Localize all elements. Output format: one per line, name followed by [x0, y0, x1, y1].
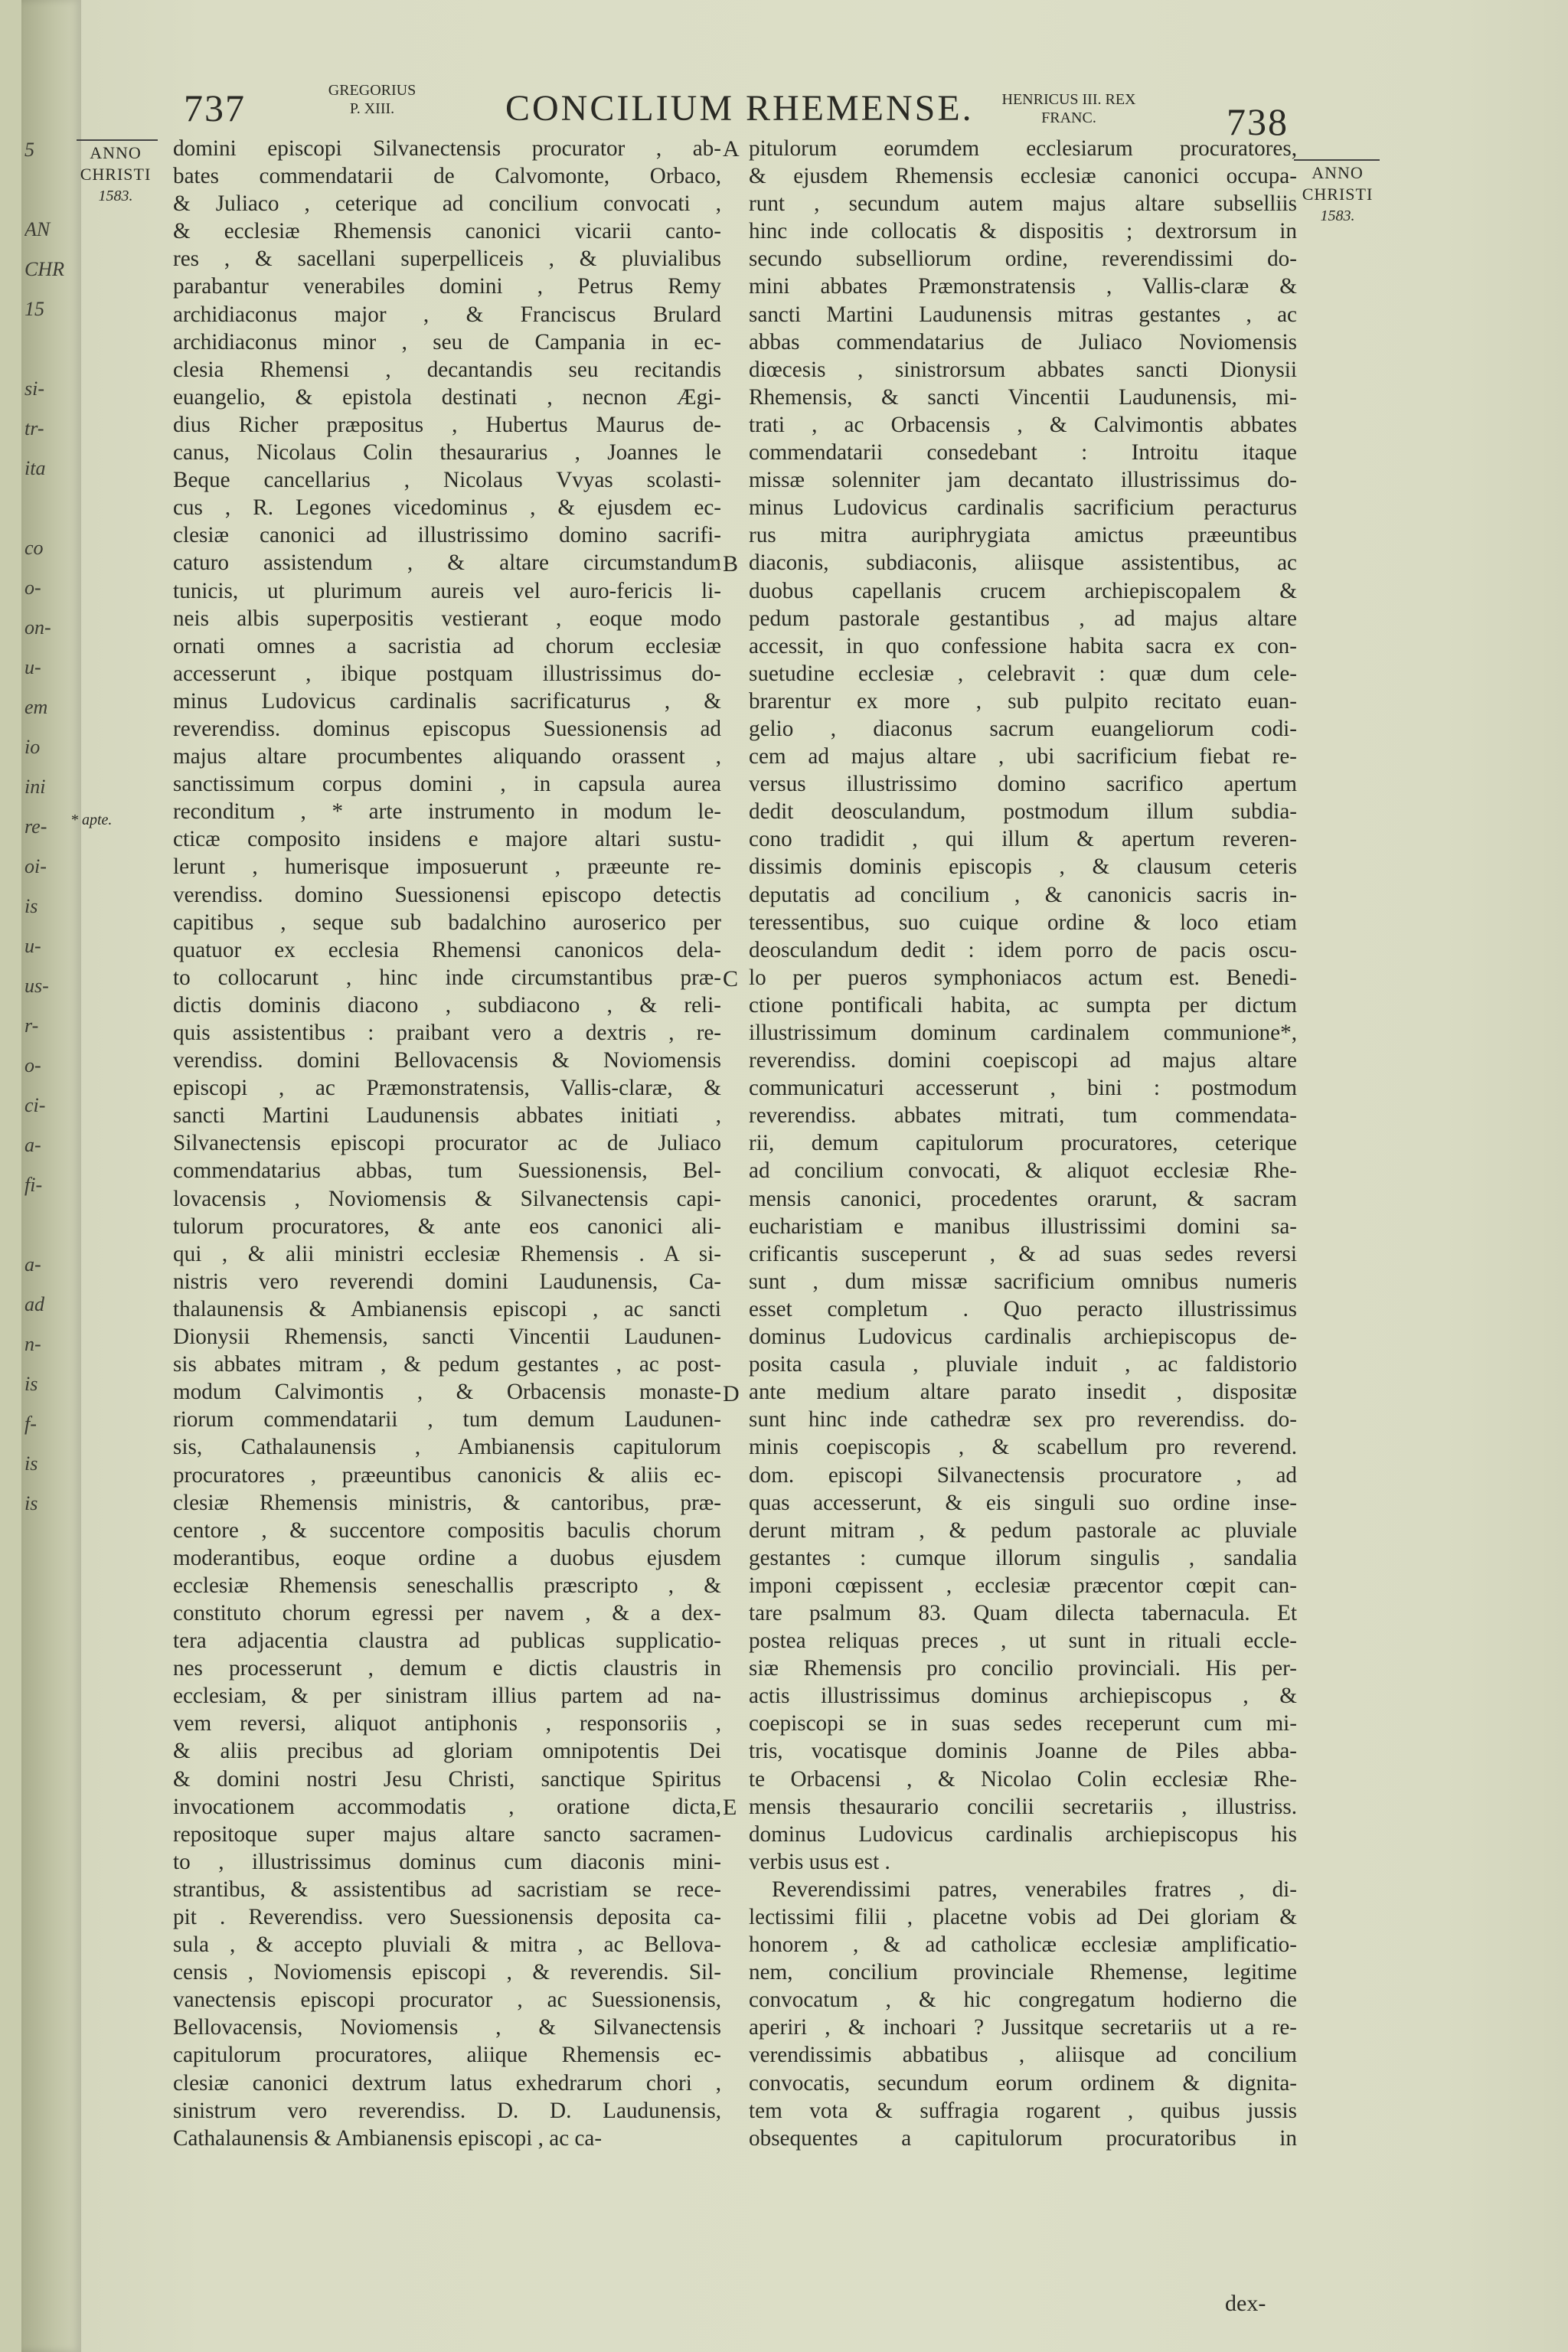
anno-christi-right — [1295, 162, 1380, 227]
text-line: & domini nostri Jesu Christi, sanctique Spiritus — [173, 1766, 721, 1792]
page-number-left: 737 — [184, 87, 246, 129]
text-line: thalaunensis & Ambianensis episcopi , ac sancti — [173, 1296, 721, 1321]
text-line: abbas commendatarius de Juliaco Noviomensis — [749, 329, 1297, 354]
text-line: dom. episcopi Silvanectensis procuratore , ad — [749, 1462, 1297, 1488]
text-line: & Juliaco , ceterique ad concilium convocati , — [173, 191, 721, 217]
text-line: sinistrum vero reverendiss. D. D. Laudunensis, — [173, 2098, 721, 2123]
facing-page-edge — [21, 0, 81, 2352]
anno-label: ANNO CHRISTI — [80, 143, 152, 184]
text-line: cticæ composito insidens e majore altari sustu- — [173, 827, 721, 852]
text-line: clesiæ canonici ad illustrissimo domino sacrifi- — [173, 523, 721, 548]
text-line: dissimis dominis episcopis , & clausum ceteris — [749, 854, 1297, 880]
text-line: & ecclesiæ Rhemensis canonici vicarii canto- — [173, 219, 721, 244]
text-line: vanectensis episcopi procurator , ac Suessionensis, — [173, 1988, 721, 2013]
text-line: ante medium altare parato insedit , dispositæ — [749, 1380, 1297, 1405]
anno-year: 1583. — [98, 188, 133, 204]
text-line: actis illustrissimus dominus archiepiscopus , & — [749, 1684, 1297, 1709]
text-line: sancti Martini Laudunensis mitras gestantes , ac — [749, 302, 1297, 327]
running-title: CONCILIUM RHEMENSE. — [505, 88, 974, 129]
text-line: lerunt , humerisque imposuerunt , præeunte re- — [173, 854, 721, 880]
text-line: domini episcopi Silvanectensis procurator , ab- — [173, 136, 721, 161]
text-line: tunicis, ut plurimum aureis vel auro-fericis li- — [173, 578, 721, 603]
section-marker-e: E — [723, 1795, 737, 1820]
text-line: obsequentes a capitulorum procuratoribus in — [749, 2125, 1297, 2151]
text-line: nem, concilium provinciale Rhemense, legitime — [749, 1960, 1297, 1985]
text-line: pit . Reverendiss. vero Suessionensis deposita ca- — [173, 1905, 721, 1929]
text-line: commendatarii consedebant : Introitu itaque — [749, 440, 1297, 466]
text-line: invocationem accommodatis , oratione dicta, — [173, 1794, 721, 1819]
text-line: runt , secundum autem majus altare subselliis — [749, 191, 1297, 217]
text-line: posita casula , pluviale induit , ac faldistorio — [749, 1352, 1297, 1377]
text-line: quatuor ex ecclesia Rhemensi canonicos dela- — [173, 937, 721, 962]
text-line: duobus capellanis crucem archiepiscopalem & — [749, 578, 1297, 603]
text-line: ctione pontificali habita, ac sumpta per dictum — [749, 992, 1297, 1018]
text-line: convocatis, secundum eorum ordinem & dignita- — [749, 2070, 1297, 2096]
catchword: dex- — [1225, 2291, 1266, 2316]
text-line: bates commendatarii de Calvomonte, Orbaco, — [173, 164, 721, 189]
text-line: dius Richer præpositus , Hubertus Maurus de- — [173, 412, 721, 437]
text-line: illustrissimum dominum cardinalem communione*, — [749, 1021, 1297, 1045]
text-line: vem reversi, aliquot antiphonis , responsoriis , — [173, 1711, 721, 1736]
text-line: reconditum , * arte instrumento in modum le- — [173, 799, 721, 825]
text-line: caturo assistendum , & altare circumstandum — [173, 550, 721, 576]
text-line: verendissimis abbatibus , aliisque ad concilium — [749, 2043, 1297, 2068]
text-line: diaconis, subdiaconis, aliisque assistentibus, ac — [749, 550, 1297, 576]
text-line: moderantibus, eoque ordine a duobus ejusdem — [173, 1545, 721, 1570]
text-line: minus Ludovicus cardinalis sacrificaturus , & — [173, 688, 721, 714]
text-line: minis coepiscopis , & scabellum pro reverend. — [749, 1435, 1297, 1460]
text-line: deputatis ad concilium , & canonicis sacris in- — [749, 882, 1297, 907]
text-line: eucharistiam e manibus illustrissimi domini sa- — [749, 1214, 1297, 1239]
text-line: sunt hinc inde cathedræ sex pro reverendiss. do- — [749, 1407, 1297, 1432]
text-line: crificantis susceperunt , & ad suas sedes reversi — [749, 1241, 1297, 1266]
king-heading: HENRICUS III. REX FRANC. — [1001, 91, 1136, 126]
text-line: ecclesiæ Rhemensis seneschallis præscripto , & — [173, 1573, 721, 1598]
text-line: postea reliquas preces , ut sunt in rituali eccle- — [749, 1628, 1297, 1654]
text-column-left — [173, 135, 721, 2152]
text-line: sancti Martini Laudunensis abbates initiati , — [173, 1103, 721, 1129]
text-line: communicaturi accesserunt , bini : postmodum — [749, 1076, 1297, 1101]
text-line: reverendiss. dominus episcopus Suessionensis ad — [173, 716, 721, 741]
text-line: accessit, in quo confessione habita sacra ex con- — [749, 633, 1297, 658]
text-line: procuratores , præeuntibus canonicis & aliis ec- — [173, 1462, 721, 1488]
text-line: & ejusdem Rhemensis ecclesiæ canonici occupa- — [749, 164, 1297, 189]
text-line: tare psalmum 83. Quam dilecta tabernacula. Et — [749, 1600, 1297, 1625]
margin-rule-right — [1294, 159, 1380, 161]
text-line: deosculandum dedit : idem porro de pacis oscu- — [749, 937, 1297, 962]
text-line: strantibus, & assistentibus ad sacristiam se rece- — [173, 1877, 721, 1902]
text-line: mini abbates Præmonstratensis , Vallis-claræ & — [749, 274, 1297, 299]
text-line: Bellovacensis, Noviomensis , & Silvanectensis — [173, 2015, 721, 2040]
text-line: sula , & accepto pluviali & mitra , ac Bellova- — [173, 1932, 721, 1958]
text-line: derunt mitram , & pedum pastorale ac pluviale — [749, 1517, 1297, 1543]
text-line: gestantes : cumque illorum singulis , sandalia — [749, 1545, 1297, 1570]
text-line: lectissimi filii , placetne vobis ad Dei gloriam & — [749, 1905, 1297, 1929]
text-line: cus , R. Legones vicedominus , & ejusdem ec- — [173, 495, 721, 521]
text-line: honorem , & ad catholicæ ecclesiæ amplificatio- — [749, 1932, 1297, 1958]
text-line: dominus Ludovicus cardinalis archiepiscopus de- — [749, 1325, 1297, 1350]
text-line: tem vota & suffragia rogarent , quibus jussis — [749, 2098, 1297, 2123]
text-line: verendiss. domini Bellovacensis & Noviomensis — [173, 1048, 721, 1073]
text-line: dedit deosculandum, postmodum illum subdia- — [749, 799, 1297, 825]
text-line: neis albis superpositis vestierant , eoque modo — [173, 606, 721, 631]
facing-page-fragments: 5 AN CHR 15 si- tr- ita co o- on- u- em io ini re- oi- is u- us- r- o- ci- a- fi- a- ad n- is f- is is — [24, 139, 64, 1514]
text-line: sunt , dum missæ sacrificium omnibus numeris — [749, 1269, 1297, 1294]
text-line: capitibus , seque sub badalchino auroserico per — [173, 910, 721, 935]
text-line: secundo subselliorum ordine, reverendissimi do- — [749, 247, 1297, 272]
text-line: centore , & succentore compositis baculis chorum — [173, 1517, 721, 1543]
section-marker-a: A — [723, 136, 740, 162]
text-line: cem ad majus altare , ubi sacrificium fiebat re- — [749, 744, 1297, 769]
text-line: brarentur ex more , sub pulpito recitato euan- — [749, 688, 1297, 714]
text-line: lovacensis , Noviomensis & Silvanectensis capi- — [173, 1186, 721, 1211]
margin-note: * apte. — [70, 812, 113, 828]
text-line: sis, Cathalaunensis , Ambianensis capitulorum — [173, 1435, 721, 1460]
text-line: Rhemensis, & sancti Vincentii Laudunensis, mi- — [749, 384, 1297, 410]
text-line: diœcesis , sinistrorsum abbates sancti Dionysii — [749, 357, 1297, 382]
section-marker-d: D — [723, 1381, 740, 1406]
text-line: Reverendissimi patres, venerabiles fratres , di- — [772, 1877, 1297, 1902]
text-line: commendatarius abbas, tum Suessionensis, Bel- — [173, 1158, 721, 1184]
text-line: modum Calvimontis , & Orbacensis monaste- — [173, 1380, 721, 1405]
text-line: convocatum , & hic congregatum hodierno die — [749, 1988, 1297, 2013]
text-line: Beque cancellarius , Nicolaus Vvyas scolasti- — [173, 468, 721, 493]
text-line: Dionysii Rhemensis, sancti Vincentii Laudunen- — [173, 1325, 721, 1350]
text-line: quas accesserunt, & eis singuli suo ordine inse- — [749, 1490, 1297, 1515]
text-line: reverendiss. abbates mitrati, tum commendata- — [749, 1103, 1297, 1129]
text-line: pitulorum eorumdem ecclesiarum procuratores, — [749, 136, 1297, 161]
anno-year: 1583. — [1320, 207, 1355, 224]
text-line: to collocarunt , hinc inde circumstantibus præ- — [173, 965, 721, 990]
text-line: pedum pastorale gestantibus , ad majus altare — [749, 606, 1297, 631]
text-line: euangelio, & epistola destinati , necnon Ægi- — [173, 384, 721, 410]
text-line: versus illustrissimo domino sacrifico apertum — [749, 772, 1297, 797]
text-line: imponi cœpissent , ecclesiæ præcentor cœpit can- — [749, 1573, 1297, 1598]
text-line: to , illustrissimus dominus cum diaconis mini- — [173, 1849, 721, 1874]
section-marker-b: B — [723, 551, 739, 577]
text-line: siæ Rhemensis pro concilio provinciali. His per- — [749, 1656, 1297, 1681]
text-line: coepiscopi se in suas sedes receperunt cum mi- — [749, 1711, 1297, 1736]
text-line: parabantur venerabiles domini , Petrus Remy — [173, 274, 721, 299]
text-line: riorum commendatarii , tum demum Laudunen- — [173, 1407, 721, 1432]
text-line: sanctissimum corpus domini , in capsula aurea — [173, 772, 721, 797]
text-line: tulorum procuratores, & ante eos canonici ali- — [173, 1214, 721, 1239]
text-line: censis , Noviomensis episcopi , & reverendis. Sil- — [173, 1960, 721, 1985]
text-line: Silvanectensis episcopi procurator ac de Juliaco — [173, 1131, 721, 1156]
text-line: Cathalaunensis & Ambianensis episcopi , ac ca- — [173, 2125, 603, 2151]
text-line: gelio , diaconus sacrum euangeliorum codi- — [749, 716, 1297, 741]
text-line: ad concilium convocati, & aliquot ecclesiæ Rhe- — [749, 1158, 1297, 1184]
text-line: res , & sacellani superpelliceis , & pluvialibus — [173, 247, 721, 272]
pope-heading: GREGORIUS P. XIII. — [328, 82, 416, 117]
text-line: suetudine ecclesiæ , celebravit : quæ dum cele- — [749, 661, 1297, 686]
section-marker-c: C — [723, 966, 739, 991]
text-line: cono tradidit , qui illum & apertum reveren- — [749, 827, 1297, 852]
text-line: nistris vero reverendi domini Laudunensis, Ca- — [173, 1269, 721, 1294]
text-line: missæ solenniter jam decantato illustrissimus do- — [749, 468, 1297, 493]
text-line: rii, demum capitulorum procuratores, ceterique — [749, 1131, 1297, 1156]
text-line: archidiaconus major , & Franciscus Brulard — [173, 302, 721, 327]
page-number-right: 738 — [1227, 100, 1289, 143]
text-line: & aliis precibus ad gloriam omnipotentis Dei — [173, 1739, 721, 1764]
anno-label: ANNO CHRISTI — [1302, 163, 1374, 204]
text-line: aperiri , & inchoari ? Jussitque secretariis ut a re- — [749, 2015, 1297, 2040]
margin-rule-left — [77, 139, 158, 141]
text-line: reverendiss. domini coepiscopi ad majus altare — [749, 1048, 1297, 1073]
text-line: sis abbates mitram , & pedum gestantes , ac post- — [173, 1352, 721, 1377]
text-line: majus altare procumbentes aliquando orassent , — [173, 744, 721, 769]
text-line: clesia Rhemensi , decantandis seu recitandis — [173, 357, 721, 382]
text-line: archidiaconus minor , seu de Campania in ec- — [173, 329, 721, 354]
text-line: repositoque super majus altare sancto sacramen- — [173, 1821, 721, 1847]
text-line: tris, vocatisque dominis Joanne de Piles abba- — [749, 1739, 1297, 1764]
text-line: tera adjacentia claustra ad publicas supplicatio- — [173, 1628, 721, 1654]
anno-christi-left — [74, 142, 158, 207]
text-line: verbis usus est . — [749, 1849, 890, 1874]
text-line: accesserunt , ibique postquam illustrissimus do- — [173, 661, 721, 686]
text-line: clesiæ Rhemensis ministris, & cantoribus, præ- — [173, 1490, 721, 1515]
text-line: ecclesiam, & per sinistram illius partem ad na- — [173, 1684, 721, 1709]
text-line: esset completum . Quo peracto illustrissimus — [749, 1296, 1297, 1321]
text-line: ornati omnes a sacristia ad chorum ecclesiæ — [173, 633, 721, 658]
text-line: nes processerunt , demum e dictis claustris in — [173, 1656, 721, 1681]
text-line: verendiss. domino Suessionensi episcopo detectis — [173, 882, 721, 907]
text-line: te Orbacensi , & Nicolao Colin ecclesiæ Rhe- — [749, 1766, 1297, 1792]
text-line: mensis canonici, procedentes orarunt, & sacram — [749, 1186, 1297, 1211]
text-line: clesiæ canonici dextrum latus exhedrarum chori , — [173, 2070, 721, 2096]
text-column-right — [749, 135, 1297, 2152]
text-line: hinc inde collocatis & dispositis ; dextrorsum in — [749, 219, 1297, 244]
text-line: rus mitra auriphrygiata amictus præeuntibus — [749, 523, 1297, 548]
text-line: teressentibus, suo cuique ordine & loco etiam — [749, 910, 1297, 935]
text-line: capitulorum procuratores, aliique Rhemensis ec- — [173, 2043, 721, 2068]
text-line: mensis thesaurario concilii secretariis , illustriss. — [749, 1794, 1297, 1819]
text-line: quis assistentibus : praibant vero a dextris , re- — [173, 1021, 721, 1045]
text-line: qui , & alii ministri ecclesiæ Rhemensis . A si- — [173, 1241, 721, 1266]
text-line: constituto chorum egressi per navem , & a dex- — [173, 1600, 721, 1625]
text-line: trati , ac Orbacensis , & Calvimontis abbates — [749, 412, 1297, 437]
text-line: minus Ludovicus cardinalis sacrificium peracturus — [749, 495, 1297, 521]
text-line: episcopi , ac Præmonstratensis, Vallis-claræ, & — [173, 1076, 721, 1101]
text-line: dictis dominis diacono , subdiacono , & reli- — [173, 992, 721, 1018]
text-line: dominus Ludovicus cardinalis archiepiscopus his — [749, 1821, 1297, 1847]
text-line: lo per pueros symphoniacos actum est. Benedi- — [749, 965, 1297, 990]
text-line: canus, Nicolaus Colin thesaurarius , Joannes le — [173, 440, 721, 466]
